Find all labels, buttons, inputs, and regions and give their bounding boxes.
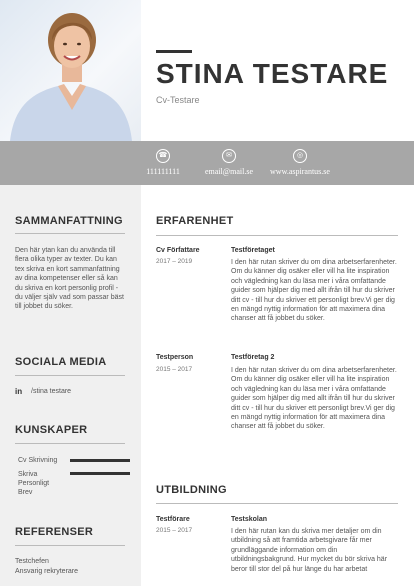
skills-title: KUNSKAPER xyxy=(15,424,88,436)
contact-email[interactable] xyxy=(194,141,264,185)
education-school: Testskolan xyxy=(231,516,268,523)
job-company: Testföretag 2 xyxy=(231,354,275,361)
job-dates: 2015 – 2017 xyxy=(156,366,193,373)
contact-web-text[interactable]: www.aspirantus.se xyxy=(270,167,330,176)
references-title: REFERENSER xyxy=(15,526,94,538)
email-icon: ✉ xyxy=(222,149,236,163)
job-dates: 2017 – 2019 xyxy=(156,258,193,265)
reference-name: Testchefen xyxy=(15,558,49,565)
person-name: STINA TESTARE xyxy=(156,58,389,89)
job-company: Testföretaget xyxy=(231,247,275,254)
contact-phone-text: 111111111 xyxy=(146,167,180,176)
linkedin-icon: in xyxy=(15,387,23,396)
header xyxy=(0,0,414,141)
skill-level-bar xyxy=(70,472,130,475)
job-description: I den här rutan skriver du om dina arbetserfarenheter. Om du känner dig osäker eller vill ha lite inspiration och vägledning kan du läsa mer i våra omfattande guider som hjälper dig med allt ifrån till hur du skriver ditt cv - till hur du skriver ett personligt brev.Vi ger dig en mängd nyttig information för att maximera dina chanser att få jobbet du söker. xyxy=(231,259,397,323)
experience-title: ERFARENHET xyxy=(156,215,234,227)
contact-email-text[interactable]: email@mail.se xyxy=(204,167,254,176)
education-dates: 2015 – 2017 xyxy=(156,527,193,534)
job-role: Testperson xyxy=(156,354,194,361)
education-description: I den här rutan kan du skriva mer detaljer om din utbildning så att framtida arbetsgivare får mer grundläggande information om din utbildningsbakgrund. Hur mycket du bör skriva här beror till stor del på hur länge du har arbetat xyxy=(231,528,388,573)
references-divider xyxy=(15,545,125,546)
linkedin-handle[interactable]: /stina testare xyxy=(31,388,72,395)
profile-photo xyxy=(0,0,141,141)
education-role: Testförare xyxy=(156,516,190,523)
social-title: SOCIALA MEDIA xyxy=(15,356,107,368)
summary-divider xyxy=(15,233,125,234)
skill-label: Skriva Personligt Brev xyxy=(18,471,50,496)
summary-title: SAMMANFATTNING xyxy=(15,215,123,227)
education-divider xyxy=(156,503,398,504)
web-icon: ◎ xyxy=(293,149,307,163)
education-title: UTBILDNING xyxy=(156,484,227,496)
person-subtitle: Cv-Testare xyxy=(156,95,200,105)
job-description: I den här rutan skriver du om dina arbetserfarenheter. Om du känner dig osäker eller vill ha lite inspiration och vägledning kan du läsa mer i våra omfattande guider som hjälper dig med allt ifrån till hur du skriver ditt cv - till hur du skriver ett personligt brev.Vi ger dig en mängd nyttig information för att maximera dina chanser att få jobbet du söker. xyxy=(231,367,397,431)
skills-divider xyxy=(15,443,125,444)
reference-role: Ansvarig rekryterare xyxy=(15,568,79,575)
name-divider xyxy=(156,50,192,53)
experience-divider xyxy=(156,235,398,236)
job-role: Cv Författare xyxy=(156,247,200,254)
social-divider xyxy=(15,375,125,376)
contact-web[interactable] xyxy=(266,141,334,185)
contact-bar xyxy=(0,141,414,185)
summary-text: Den här ytan kan du använda till flera olika typer av texter. Du kan tex skriva en kort sammanfattning av dina kompetenser eller så kan du skriva en kort personlig profil - du väljer själv vad som passar bäst till jobbet du söker. xyxy=(15,247,124,311)
contact-phone xyxy=(133,141,193,185)
skill-level-bar xyxy=(70,459,130,462)
skill-label: Cv Skrivning xyxy=(18,457,58,464)
phone-icon: ☎ xyxy=(156,149,170,163)
